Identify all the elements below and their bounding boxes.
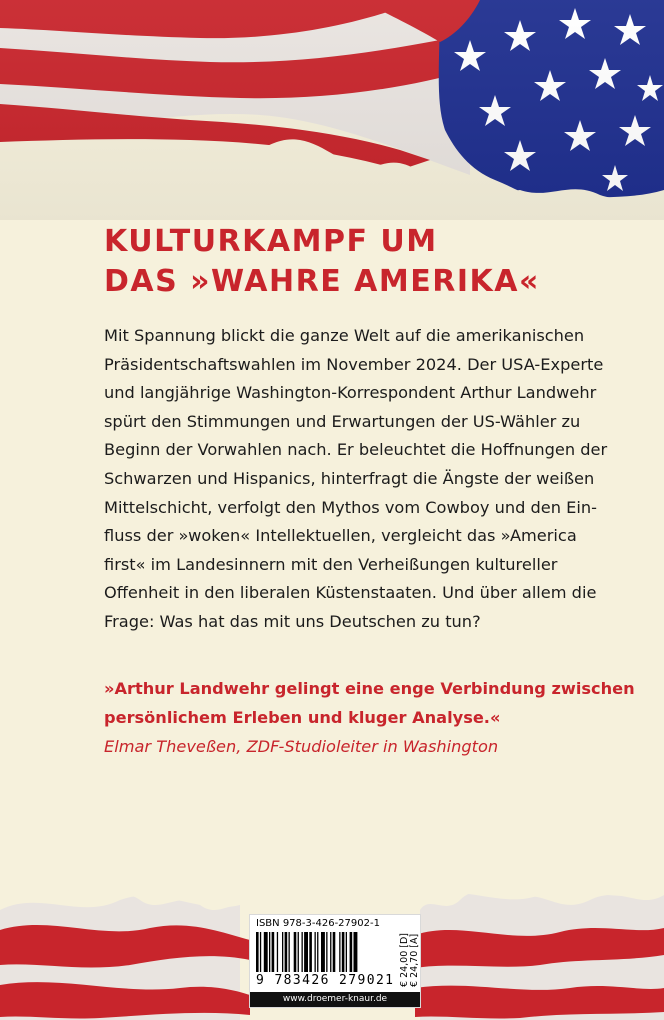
blurb-line: spürt den Stimmungen und Erwartungen der US-Wähler zu <box>104 411 581 431</box>
barcode-bar <box>256 932 259 972</box>
barcode-bar <box>260 932 261 972</box>
blurb-line: Beginn der Vorwahlen nach. Er beleuchtet die Hoffnungen der <box>104 440 608 460</box>
american-flag-top <box>0 0 664 220</box>
blurb-line: Präsidentschaftswahlen im November 2024. Der USA-Experte <box>104 354 604 374</box>
quote-line: persönlichem Erleben und kluger Analyse.« <box>104 708 501 727</box>
barcode-bar <box>304 932 308 972</box>
price-austria: € 24,70 [A] <box>409 933 420 987</box>
barcode-bar <box>346 932 347 972</box>
headline-line-2: DAS »WAHRE AMERIKA« <box>104 264 540 299</box>
barcode-bar <box>339 932 340 972</box>
blurb-line: und langjährige Washington-Korrespondent Arthur Landwehr <box>104 383 597 403</box>
headline-line-1: KULTURKAMPF UM <box>104 224 438 259</box>
barcode-bar <box>342 932 345 972</box>
barcode-bar <box>330 932 331 972</box>
barcode-bar <box>298 932 299 972</box>
barcode-bar <box>277 932 278 972</box>
quote-author: Elmar Theveßen, ZDF-Studioleiter in Washington <box>104 737 499 756</box>
barcode-bar <box>321 932 325 972</box>
quote-line: »Arthur Landwehr gelingt eine enge Verbindung zwischen <box>104 679 635 698</box>
barcode-bar <box>264 932 268 972</box>
isbn-label: ISBN 978-3-426-27902-1 <box>256 918 380 929</box>
blurb-line: Frage: Was hat das mit uns Deutschen zu tun? <box>104 611 481 631</box>
barcode-bar <box>294 932 297 972</box>
blurb-line: Offenheit in den liberalen Küstenstaaten. Und über allem die <box>104 583 597 603</box>
price-block <box>397 917 420 987</box>
barcode-bar <box>333 932 336 972</box>
blurb-text <box>104 322 624 637</box>
blurb-line: Schwarzen und Hispanics, hinterfragt die Ängste der weißen <box>104 468 595 488</box>
barcode-bar <box>272 932 275 972</box>
barcode-bar <box>309 932 312 972</box>
publisher-website: www.droemer-knaur.de <box>250 992 420 1007</box>
barcode-number: 9 783426 279021 <box>256 973 395 988</box>
blurb-line: fluss der »woken« Intellektuellen, vergleicht das »America <box>104 526 577 546</box>
review-quote <box>104 674 635 732</box>
barcode-bar <box>302 932 303 972</box>
barcode-bar <box>317 932 318 972</box>
price-germany: € 24,00 [D] <box>399 932 410 987</box>
blurb-line: Mittelschicht, verfolgt den Mythos vom Cowboy und den Ein- <box>104 497 597 517</box>
blurb-line: Mit Spannung blickt die ganze Welt auf die amerikanischen <box>104 326 585 345</box>
barcode-bar <box>285 932 288 972</box>
barcode-bars <box>256 932 392 972</box>
barcode-bar <box>354 932 358 972</box>
barcode-bar <box>350 932 353 972</box>
barcode-bar <box>282 932 283 972</box>
barcode-bar <box>315 932 316 972</box>
headline <box>104 222 624 302</box>
barcode-bar <box>326 932 327 972</box>
barcode-bar <box>269 932 270 972</box>
barcode-panel <box>249 914 421 1008</box>
barcode-bar <box>289 932 290 972</box>
blurb-line: first« im Landesinnern mit den Verheißungen kultureller <box>104 554 558 574</box>
